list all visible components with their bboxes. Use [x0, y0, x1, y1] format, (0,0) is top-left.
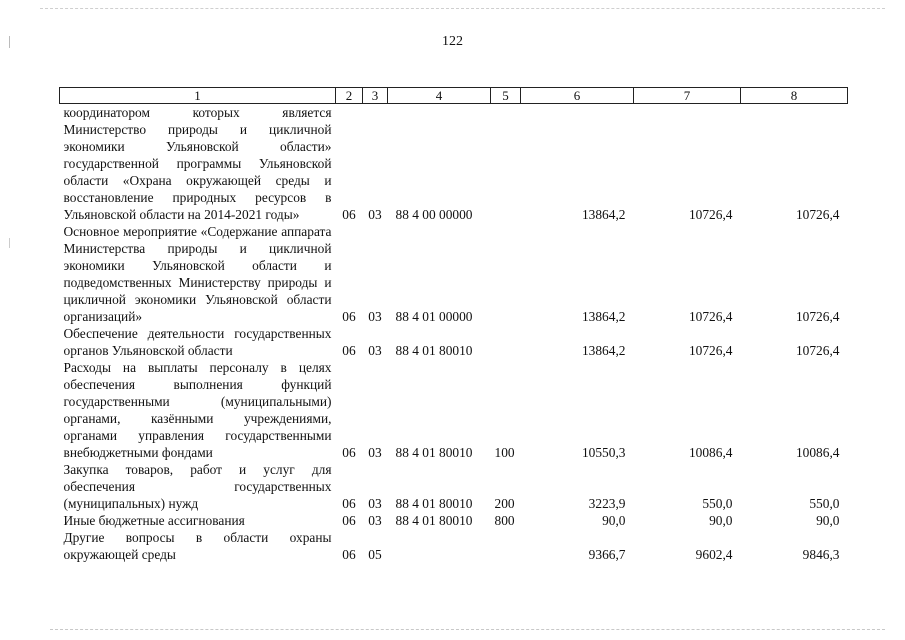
row-target-code: 88 4 00 00000 [395, 207, 473, 222]
table-row [60, 529, 848, 563]
row-name: Основное мероприятие «Содержание аппарата Министерства природы и цикличной экономики Ульяновской области и подведомственных Министерству природы и цикличной экономики Ульяновской области организаций» [63, 224, 332, 324]
row-expense-type [491, 325, 521, 359]
row-value-col6: 10550,3 [581, 445, 626, 460]
row-value-col8: 550,0 [809, 496, 840, 511]
row-expense-type [491, 529, 521, 563]
column-header: 8 [741, 88, 848, 104]
row-value-col8: 90,0 [816, 513, 840, 528]
row-value-col7: 10726,4 [688, 309, 733, 324]
row-value-col7: 10726,4 [688, 343, 733, 358]
row-expense-type [491, 104, 521, 224]
row-value-col6: 13864,2 [581, 207, 626, 222]
row-expense-type: 800 [494, 513, 515, 528]
row-value-col8: 10086,4 [795, 445, 840, 460]
row-section: 06 [342, 207, 356, 222]
row-subsection: 03 [368, 309, 382, 324]
row-value-col8: 10726,4 [795, 207, 840, 222]
row-name: Закупка товаров, работ и услуг для обеспечения государственных (муниципальных) нужд [63, 462, 332, 511]
table-row [60, 359, 848, 461]
column-header: 3 [363, 88, 388, 104]
row-subsection: 03 [368, 445, 382, 460]
row-section: 06 [342, 513, 356, 528]
column-header: 5 [491, 88, 521, 104]
column-header: 7 [634, 88, 741, 104]
row-subsection: 03 [368, 207, 382, 222]
row-value-col8: 10726,4 [795, 343, 840, 358]
row-value-col8: 10726,4 [795, 309, 840, 324]
row-value-col6: 13864,2 [581, 343, 626, 358]
table-row [60, 325, 848, 359]
row-name: Расходы на выплаты персоналу в целях обеспечения выполнения функций государственными (муниципальными) органами, казёнными учреждениями, органами управления государственными внебюджетными фондами [63, 360, 332, 460]
row-value-col7: 550,0 [702, 496, 733, 511]
row-name: координатором которых является Министерство природы и цикличной экономики Ульяновской области» государственной программы Ульяновской области «Охрана окружающей среды и восстановление природных ресурсов в Ульяновской области на 2014-2021 годы» [63, 105, 332, 222]
row-subsection: 03 [368, 496, 382, 511]
row-target-code: 88 4 01 80010 [395, 343, 473, 358]
column-header: 6 [521, 88, 634, 104]
row-name: Обеспечение деятельности государственных органов Ульяновской области [63, 326, 332, 358]
row-subsection: 03 [368, 343, 382, 358]
scan-edge-mark [9, 238, 10, 248]
row-value-col6: 90,0 [602, 513, 626, 528]
row-value-col6: 3223,9 [588, 496, 626, 511]
row-section: 06 [342, 445, 356, 460]
row-name: Другие вопросы в области охраны окружающей среды [63, 530, 332, 562]
row-target-code: 88 4 01 00000 [395, 309, 473, 324]
row-value-col6: 9366,7 [588, 547, 626, 562]
column-number-row [60, 88, 848, 104]
row-target-code: 88 4 01 80010 [395, 496, 473, 511]
row-value-col7: 10086,4 [688, 445, 733, 460]
column-header: 4 [388, 88, 491, 104]
row-value-col7: 10726,4 [688, 207, 733, 222]
scan-artifact-top [40, 8, 885, 9]
row-subsection: 03 [368, 513, 382, 528]
row-target-code: 88 4 01 80010 [395, 445, 473, 460]
row-value-col8: 9846,3 [802, 547, 840, 562]
row-section: 06 [342, 343, 356, 358]
table-row [60, 223, 848, 325]
row-value-col6: 13864,2 [581, 309, 626, 324]
budget-table [59, 87, 848, 563]
row-value-col7: 90,0 [709, 513, 733, 528]
row-section: 06 [342, 309, 356, 324]
row-value-col7: 9602,4 [695, 547, 733, 562]
row-expense-type: 100 [494, 445, 515, 460]
column-header: 1 [60, 88, 336, 104]
row-expense-type: 200 [494, 496, 515, 511]
row-subsection: 05 [368, 547, 382, 562]
row-expense-type [491, 223, 521, 325]
page-number: 122 [442, 34, 463, 49]
scan-artifact-bottom [50, 629, 885, 630]
row-target-code [388, 529, 491, 563]
row-section: 06 [342, 547, 356, 562]
table-row [60, 461, 848, 512]
table-row [60, 512, 848, 529]
table-row [60, 104, 848, 224]
row-section: 06 [342, 496, 356, 511]
row-name: Иные бюджетные ассигнования [63, 513, 245, 528]
column-header: 2 [336, 88, 363, 104]
row-target-code: 88 4 01 80010 [395, 513, 473, 528]
